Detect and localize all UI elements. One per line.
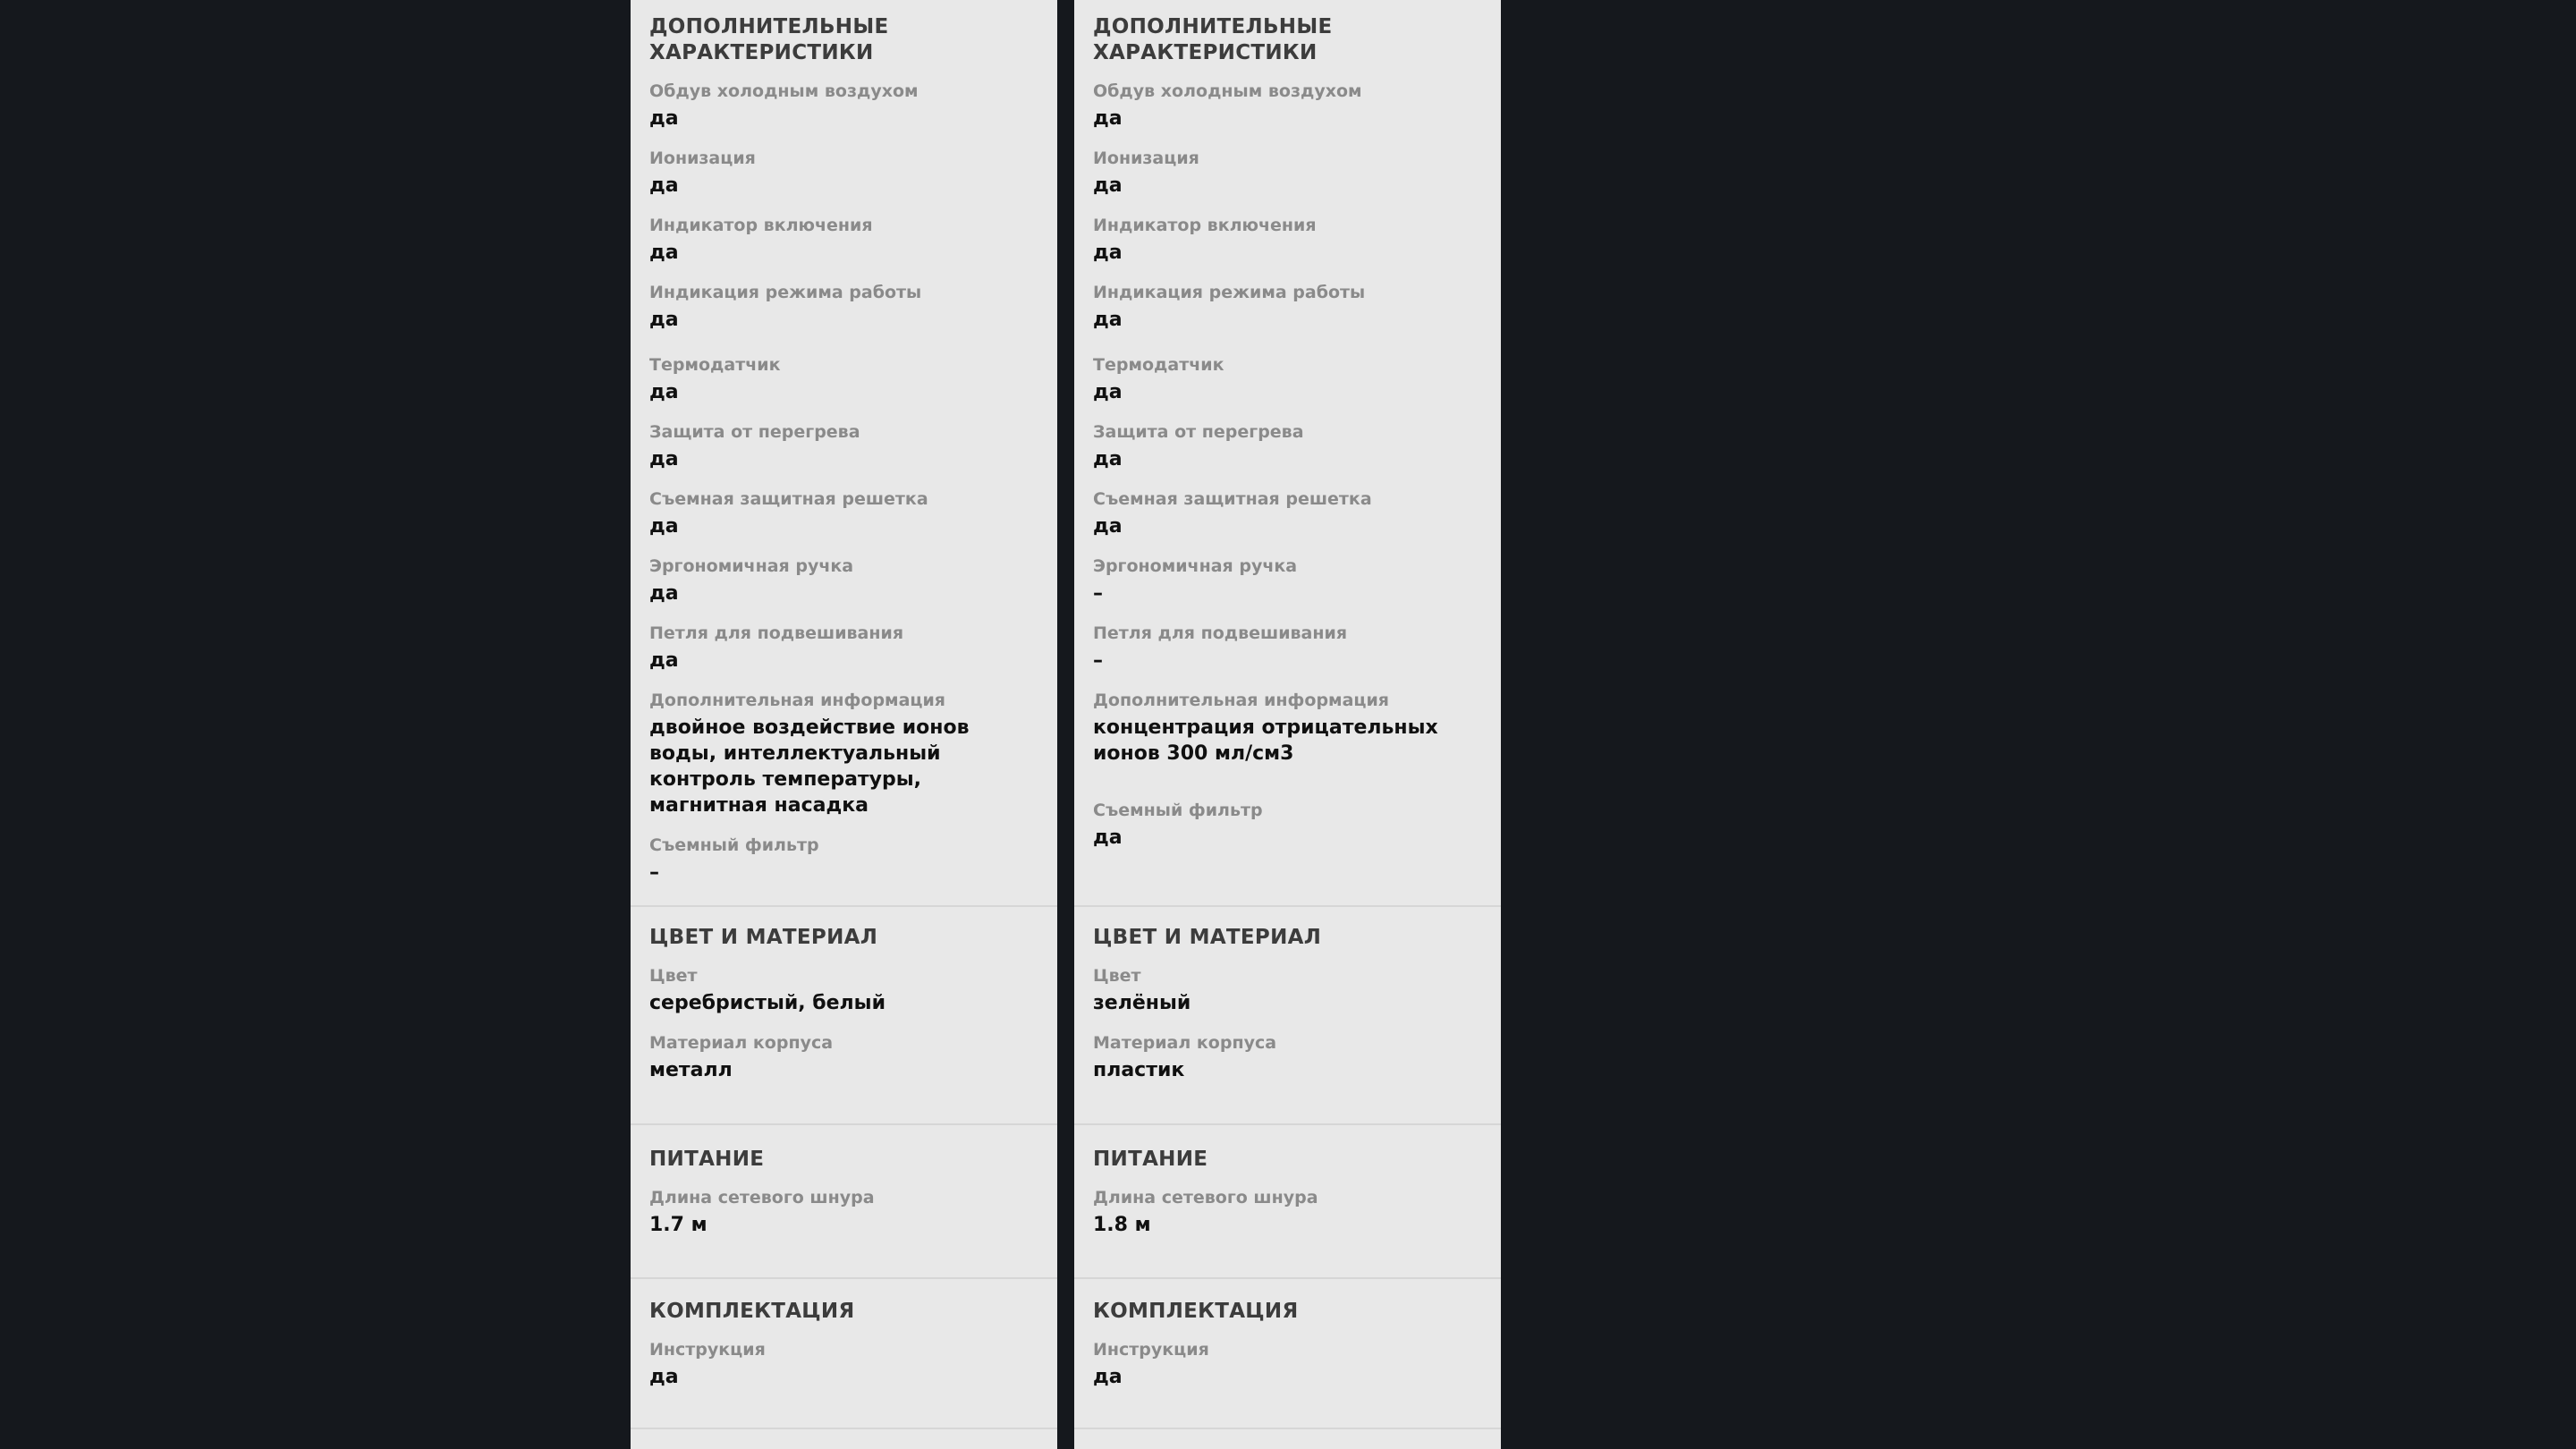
- section-color-material: [631, 907, 1057, 1125]
- spec-label: Инструкция: [649, 1340, 766, 1360]
- spec-label: Обдув холодным воздухом: [1093, 81, 1362, 101]
- section-additional-features: [631, 0, 1057, 907]
- spec-value: двойное воздействие ионов воды, интеллектуальный контроль температуры, магнитная насадка: [649, 716, 970, 817]
- spec-row-cord-length: [1093, 1187, 1483, 1238]
- spec-value: да: [1093, 1366, 1123, 1388]
- spec-row-power-indicator: [1093, 215, 1483, 266]
- spec-value: да: [649, 242, 679, 264]
- spec-row-color: [649, 965, 1039, 1016]
- spec-value: да: [649, 174, 679, 197]
- spec-row-manual: [649, 1339, 1039, 1390]
- section-title: ДОПОЛНИТЕЛЬНЫЕ ХАРАКТЕРИСТИКИ: [649, 15, 889, 64]
- spec-row-thermosensor: [649, 354, 1039, 405]
- spec-label: Съемный фильтр: [1093, 801, 1263, 820]
- spec-row-cord-length: [649, 1187, 1039, 1238]
- spec-row-power-indicator: [649, 215, 1039, 266]
- spec-label: Длина сетевого шнура: [649, 1188, 875, 1208]
- spec-row-ergonomic-handle: [649, 555, 1039, 606]
- spec-value: 1.7 м: [649, 1214, 708, 1236]
- spec-value: зелёный: [1093, 992, 1191, 1014]
- section-title: ПИТАНИЕ: [649, 1148, 765, 1171]
- section-title: ЦВЕТ И МАТЕРИАЛ: [649, 926, 878, 949]
- spec-value: –: [649, 861, 659, 884]
- spec-label: Цвет: [1093, 966, 1141, 986]
- spec-label: Индикация режима работы: [1093, 283, 1366, 302]
- section-additional-features: [1074, 0, 1501, 907]
- section-package: [631, 1279, 1057, 1429]
- spec-value: да: [1093, 826, 1123, 849]
- section-title: ЦВЕТ И МАТЕРИАЛ: [1093, 926, 1322, 949]
- spec-value: пластик: [1093, 1059, 1185, 1081]
- spec-label: Материал корпуса: [1093, 1033, 1277, 1053]
- spec-value: да: [1093, 107, 1123, 130]
- spec-row-removable-filter: [1093, 800, 1483, 851]
- product-spec-column-1: [631, 0, 1057, 1449]
- spec-label: Петля для подвешивания: [1093, 623, 1348, 643]
- spec-value: 1.8 м: [1093, 1214, 1151, 1236]
- spec-label: Петля для подвешивания: [649, 623, 904, 643]
- spec-value: да: [1093, 309, 1123, 331]
- spec-value: да: [649, 515, 679, 538]
- spec-value: серебристый, белый: [649, 992, 886, 1014]
- spec-label: Дополнительная информация: [1093, 691, 1389, 710]
- spec-label: Ионизация: [1093, 148, 1199, 168]
- spec-label: Индикатор включения: [1093, 216, 1317, 235]
- section-power: [631, 1125, 1057, 1279]
- spec-label: Материал корпуса: [649, 1033, 834, 1053]
- spec-value: да: [649, 649, 679, 672]
- spec-row-thermosensor: [1093, 354, 1483, 405]
- section-color-material: [1074, 907, 1501, 1125]
- spec-value: металл: [649, 1059, 733, 1081]
- spec-row-additional-info: [649, 690, 1039, 818]
- spec-row-additional-info: [1093, 690, 1483, 784]
- spec-label: Индикация режима работы: [649, 283, 922, 302]
- spec-value: –: [1093, 649, 1103, 672]
- spec-value: да: [1093, 515, 1123, 538]
- spec-row-cold-air: [649, 80, 1039, 131]
- spec-row-ionization: [1093, 148, 1483, 199]
- spec-value: да: [1093, 381, 1123, 403]
- spec-value: да: [649, 107, 679, 130]
- spec-label: Защита от перегрева: [649, 422, 860, 442]
- spec-row-overheat-protection: [1093, 421, 1483, 472]
- spec-label: Длина сетевого шнура: [1093, 1188, 1318, 1208]
- spec-value: да: [649, 1366, 679, 1388]
- spec-value: да: [649, 381, 679, 403]
- section-package: [1074, 1279, 1501, 1429]
- spec-value: да: [1093, 174, 1123, 197]
- section-title: ПИТАНИЕ: [1093, 1148, 1208, 1171]
- spec-value: –: [1093, 582, 1103, 605]
- spec-row-hanging-loop: [649, 623, 1039, 674]
- spec-row-removable-grille: [649, 488, 1039, 539]
- spec-row-overheat-protection: [649, 421, 1039, 472]
- spec-label: Съемный фильтр: [649, 835, 819, 855]
- spec-label: Съемная защитная решетка: [649, 489, 928, 509]
- spec-label: Эргономичная ручка: [649, 556, 854, 576]
- spec-row-removable-filter: [649, 835, 1039, 886]
- spec-value: да: [649, 448, 679, 470]
- spec-value: да: [649, 309, 679, 331]
- spec-row-mode-indication: [1093, 282, 1483, 333]
- spec-row-color: [1093, 965, 1483, 1016]
- spec-row-hanging-loop: [1093, 623, 1483, 674]
- spec-value: да: [1093, 242, 1123, 264]
- spec-row-body-material: [1093, 1032, 1483, 1083]
- spec-label: Защита от перегрева: [1093, 422, 1304, 442]
- section-next: [631, 1429, 1057, 1449]
- spec-value: концентрация отрицательных ионов 300 мл/см3: [1093, 716, 1438, 765]
- spec-label: Инструкция: [1093, 1340, 1209, 1360]
- spec-row-ergonomic-handle: [1093, 555, 1483, 606]
- product-spec-column-2: [1074, 0, 1501, 1449]
- spec-label: Цвет: [649, 966, 698, 986]
- section-power: [1074, 1125, 1501, 1279]
- section-title: ДОПОЛНИТЕЛЬНЫЕ ХАРАКТЕРИСТИКИ: [1093, 15, 1333, 64]
- spec-row-manual: [1093, 1339, 1483, 1390]
- section-title: КОМПЛЕКТАЦИЯ: [1093, 1300, 1299, 1323]
- spec-row-cold-air: [1093, 80, 1483, 131]
- spec-row-body-material: [649, 1032, 1039, 1083]
- spec-label: Эргономичная ручка: [1093, 556, 1298, 576]
- spec-row-mode-indication: [649, 282, 1039, 333]
- spec-label: Съемная защитная решетка: [1093, 489, 1372, 509]
- spec-label: Ионизация: [649, 148, 756, 168]
- spec-label: Индикатор включения: [649, 216, 873, 235]
- spec-value: да: [649, 582, 679, 605]
- spec-value: да: [1093, 448, 1123, 470]
- spec-label: Обдув холодным воздухом: [649, 81, 919, 101]
- spec-label: Термодатчик: [649, 355, 781, 375]
- spec-row-removable-grille: [1093, 488, 1483, 539]
- spec-label: Термодатчик: [1093, 355, 1224, 375]
- section-next: [1074, 1429, 1501, 1449]
- spec-label: Дополнительная информация: [649, 691, 945, 710]
- spec-row-ionization: [649, 148, 1039, 199]
- section-title: КОМПЛЕКТАЦИЯ: [649, 1300, 855, 1323]
